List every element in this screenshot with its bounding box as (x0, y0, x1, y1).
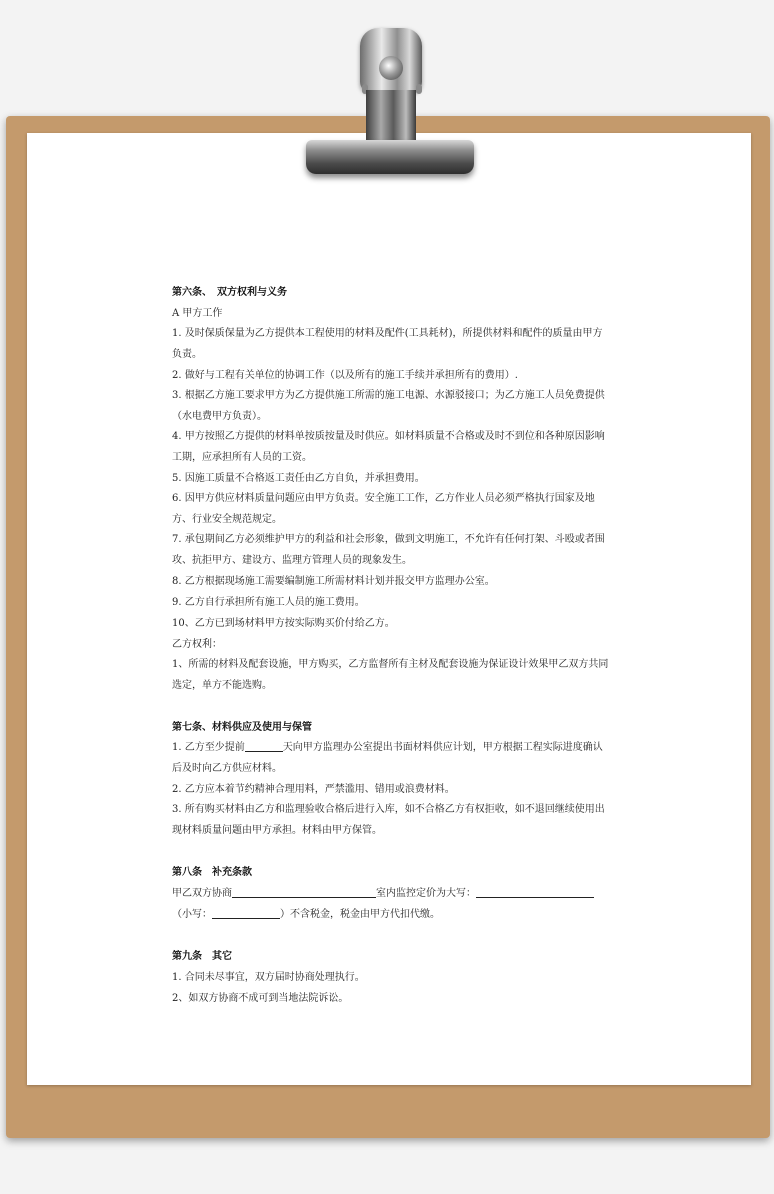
paragraph: 3. 根据乙方施工要求甲方为乙方提供施工所需的施工电源、水源驳接口；为乙方施工人员免费提供（水电费甲方负责）。 (172, 390, 605, 422)
paragraph: 4. 甲方按照乙方提供的材料单按质按量及时供应。如材料质量不合格或及时不到位和各种原因影响工期，应承担所有人员的工资。 (172, 431, 605, 463)
paragraph-suffix: 天向甲方监理办公室提出书面材料供应计划，甲方根据工程实际进度确认后及时向乙方供应材料。 (172, 742, 603, 774)
paragraph: 乙方权利： (172, 639, 222, 650)
paragraph-prefix: 甲乙双方协商 (172, 888, 232, 899)
contract-text (172, 282, 612, 1009)
paragraph: 2、如双方协商不成可到当地法院诉讼。 (172, 993, 349, 1004)
section-heading: 第七条、材料供应及使用与保管 (172, 722, 312, 733)
paragraph: 8. 乙方根据现场施工需要编制施工所需材料计划并报交甲方监理办公室。 (172, 576, 495, 587)
paragraph: 10、乙方已到场材料甲方按实际购买价付给乙方。 (172, 618, 395, 629)
price-numeric-blank-field[interactable] (212, 906, 280, 919)
paragraph: A 甲方工作 (172, 308, 223, 319)
paragraph: 7. 承包期间乙方必须维护甲方的利益和社会形象，做到文明施工，不允许有任何打架、斗殴或者围攻、抗拒甲方、建设方、监理方管理人员的现象发生。 (172, 534, 605, 566)
paragraph: 2. 做好与工程有关单位的协调工作（以及所有的施工手续并承担所有的费用）. (172, 370, 518, 381)
clip-rivet-icon (379, 56, 403, 80)
paragraph-prefix: （小写： (172, 909, 212, 920)
paragraph: 3. 所有购买材料由乙方和监理验收合格后进行入库，如不合格乙方有权拒收，如不退回继续使用出现材料质量问题由甲方承担。材料由甲方保管。 (172, 804, 605, 836)
clip-bar-icon (306, 140, 474, 174)
paragraph: 9. 乙方自行承担所有施工人员的施工费用。 (172, 597, 365, 608)
price-capital-blank-field[interactable] (476, 885, 594, 898)
paragraph-mid: 室内监控定价为大写： (376, 888, 476, 899)
clip-neck-icon (366, 90, 416, 142)
days-blank-field[interactable] (245, 739, 283, 752)
paragraph: 1. 合同未尽事宜，双方届时协商处理执行。 (172, 972, 365, 983)
paragraph: 1. 及时保质保量为乙方提供本工程使用的材料及配件(工具耗材)，所提供材料和配件的质量由甲方负责。 (172, 328, 603, 360)
paragraph-suffix: ）不含税金，税金由甲方代扣代缴。 (280, 909, 440, 920)
section-heading: 第九条 其它 (172, 951, 232, 962)
paragraph (172, 904, 612, 925)
section-heading: 第八条 补充条款 (172, 867, 252, 878)
paragraph: 1、所需的材料及配套设施，甲方购买，乙方监督所有主材及配套设施为保证设计效果甲乙双方共同选定，单方不能选购。 (172, 659, 609, 691)
negotiation-blank-field[interactable] (232, 885, 376, 898)
paragraph: 6. 因甲方供应材料质量问题应由甲方负责。安全施工工作，乙方作业人员必须严格执行国家及地方、行业安全规范规定。 (172, 493, 595, 525)
paragraph (172, 883, 612, 904)
paragraph-prefix: 1. 乙方至少提前 (172, 742, 245, 753)
paragraph (172, 738, 612, 779)
paragraph: 2. 乙方应本着节约精神合理用料，严禁滥用、错用或浪费材料。 (172, 784, 455, 795)
section-heading: 第六条、 双方权利与义务 (172, 287, 287, 298)
clip-wire-right-icon (416, 84, 422, 94)
paragraph: 5. 因施工质量不合格返工责任由乙方自负，并承担费用。 (172, 473, 425, 484)
